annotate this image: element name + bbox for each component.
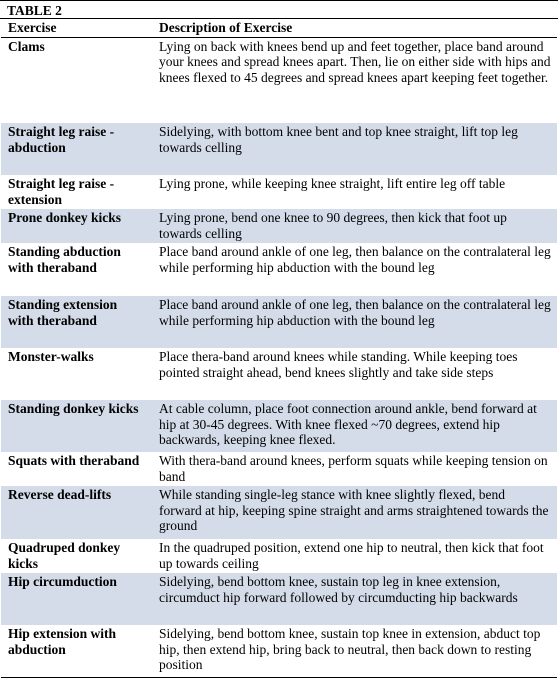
exercise-description: In the quadruped position, extend one hip to neutral, then kick that foot up towards ceiling	[152, 539, 557, 573]
exercise-description: Sidelying, with bottom knee bent and top knee straight, lift top leg towards celling	[152, 123, 557, 175]
exercise-name: Standing extension with theraband	[1, 296, 152, 348]
exercise-table	[1, 19, 557, 678]
header-exercise: Exercise	[1, 19, 152, 37]
exercise-name: Straight leg raise - extension	[1, 175, 152, 209]
table-row	[1, 625, 557, 677]
exercise-name: Hip circumduction	[1, 573, 152, 625]
table-row	[1, 296, 557, 348]
exercise-description: Lying prone, bend one knee to 90 degrees, then kick that foot up towards celling	[152, 209, 557, 243]
exercise-name: Clams	[1, 37, 152, 123]
exercise-name: Prone donkey kicks	[1, 209, 152, 243]
table-row	[1, 539, 557, 573]
exercise-name: Standing abduction with theraband	[1, 243, 152, 296]
table-header-row	[1, 19, 557, 37]
exercise-name: Quadruped donkey kicks	[1, 539, 152, 573]
table-row	[1, 400, 557, 452]
exercise-name: Reverse dead-lifts	[1, 486, 152, 539]
exercise-description: Place band around ankle of one leg, then balance on the contralateral leg while performing hip abduction with the bound leg	[152, 243, 557, 296]
exercise-name: Straight leg raise - abduction	[1, 123, 152, 175]
table-row	[1, 452, 557, 486]
exercise-description: Place thera-band around knees while standing. While keeping toes pointed straight ahead, bend knees slightly and take side steps	[152, 348, 557, 400]
table-row	[1, 123, 557, 175]
table-row	[1, 209, 557, 243]
exercise-description: Place band around ankle of one leg, then balance on the contralateral leg while performing hip abduction with the bound leg	[152, 296, 557, 348]
exercise-description: Sidelying, bend bottom knee, sustain top leg in knee extension, circumduct hip forward followed by circumducting hip backwards	[152, 573, 557, 625]
exercise-name: Monster-walks	[1, 348, 152, 400]
exercise-description: Sidelying, bend bottom knee, sustain top knee in extension, abduct top hip, then extend hip, bring back to neutral, then back down to resting position	[152, 625, 557, 677]
table-row	[1, 243, 557, 296]
exercise-description: With thera-band around knees, perform squats while keeping tension on band	[152, 452, 557, 486]
exercise-name: Standing donkey kicks	[1, 400, 152, 452]
exercise-description: While standing single-leg stance with knee slightly flexed, bend forward at hip, keeping spine straight and arms straightened towards the ground	[152, 486, 557, 539]
header-description: Description of Exercise	[152, 19, 557, 37]
exercise-description: At cable column, place foot connection around ankle, bend forward at hip at 30-45 degrees. With knee flexed ~70 degrees, extend hip backwards, keeping knee flexed.	[152, 400, 557, 452]
table-row	[1, 37, 557, 123]
table-row	[1, 175, 557, 209]
exercise-description: Lying on back with knees bend up and feet together, place band around your knees and spread knees apart. Then, lie on either side with hips and knees flexed to 45 degrees and spread knees apart keeping feet together.	[152, 37, 557, 123]
table-row	[1, 573, 557, 625]
exercise-name: Squats with theraband	[1, 452, 152, 486]
table-row	[1, 486, 557, 539]
exercise-description: Lying prone, while keeping knee straight, lift entire leg off table	[152, 175, 557, 209]
table-title: TABLE 2	[0, 0, 558, 19]
exercise-name: Hip extension with abduction	[1, 625, 152, 677]
table-row	[1, 348, 557, 400]
